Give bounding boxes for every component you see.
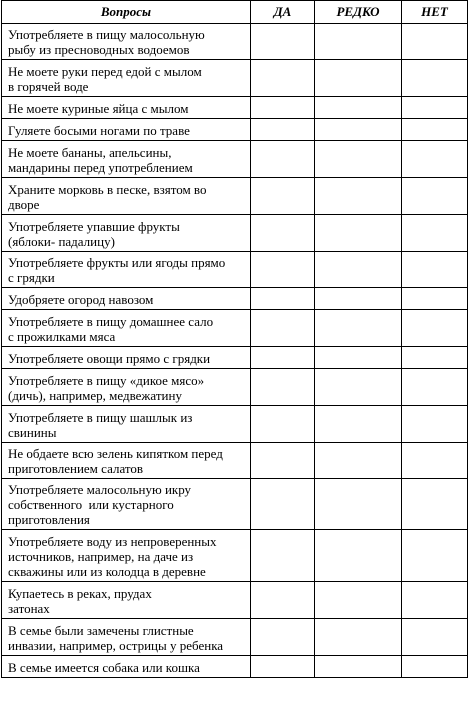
question-text-line: (дичь), например, медвежатину xyxy=(8,387,182,403)
answer-rarely-cell[interactable] xyxy=(315,406,402,443)
question-text-line: Не моете руки перед едой с мылом xyxy=(8,63,202,79)
header-yes: ДА xyxy=(251,1,315,24)
question-text-line: источников, например, на даче из xyxy=(8,548,194,564)
questionnaire-table xyxy=(1,0,468,678)
question-text-line: скважины или из колодца в деревне xyxy=(8,563,206,579)
question-cell xyxy=(2,215,251,252)
answer-yes-cell[interactable] xyxy=(251,582,315,619)
answer-rarely-cell[interactable] xyxy=(315,60,402,97)
question-text-line: Не обдаете всю зелень кипятком перед xyxy=(8,446,223,461)
table-row xyxy=(2,24,468,60)
answer-yes-cell[interactable] xyxy=(251,97,315,119)
answer-no-cell[interactable] xyxy=(402,288,468,310)
table-row xyxy=(2,406,468,443)
answer-no-cell[interactable] xyxy=(402,479,468,530)
answer-yes-cell[interactable] xyxy=(251,141,315,178)
question-text-line: рыбу из пресноводных водоемов xyxy=(8,42,190,57)
answer-rarely-cell[interactable] xyxy=(315,252,402,288)
answer-yes-cell[interactable] xyxy=(251,215,315,252)
question-text-line: Употребляете малосольную икру xyxy=(8,482,192,497)
answer-no-cell[interactable] xyxy=(402,619,468,656)
question-cell xyxy=(2,24,251,60)
table-row xyxy=(2,288,468,310)
answer-yes-cell[interactable] xyxy=(251,619,315,656)
answer-yes-cell[interactable] xyxy=(251,288,315,310)
question-text-line: Употребляете в пищу малосольную xyxy=(8,27,205,42)
answer-rarely-cell[interactable] xyxy=(315,443,402,479)
answer-no-cell[interactable] xyxy=(402,406,468,443)
question-cell xyxy=(2,582,251,619)
question-text-line: приготовлением салатов xyxy=(8,461,144,476)
header-no: НЕТ xyxy=(402,1,468,24)
answer-no-cell[interactable] xyxy=(402,582,468,619)
question-cell xyxy=(2,288,251,310)
question-text-line: мандарины перед употреблением xyxy=(8,159,193,175)
header-questions: Вопросы xyxy=(2,1,251,24)
question-cell xyxy=(2,479,251,530)
answer-no-cell[interactable] xyxy=(402,97,468,119)
answer-yes-cell[interactable] xyxy=(251,24,315,60)
answer-no-cell[interactable] xyxy=(402,347,468,369)
answer-no-cell[interactable] xyxy=(402,60,468,97)
answer-yes-cell[interactable] xyxy=(251,443,315,479)
answer-no-cell[interactable] xyxy=(402,252,468,288)
table-row xyxy=(2,656,468,678)
header-rarely: РЕДКО xyxy=(315,1,402,24)
question-cell xyxy=(2,60,251,97)
answer-rarely-cell[interactable] xyxy=(315,582,402,619)
table-row xyxy=(2,310,468,347)
question-text-line: Купаетесь в реках, прудах xyxy=(8,585,152,601)
answer-no-cell[interactable] xyxy=(402,178,468,215)
answer-no-cell[interactable] xyxy=(402,24,468,60)
question-cell xyxy=(2,530,251,582)
answer-no-cell[interactable] xyxy=(402,369,468,406)
answer-yes-cell[interactable] xyxy=(251,406,315,443)
answer-rarely-cell[interactable] xyxy=(315,530,402,582)
question-cell xyxy=(2,443,251,479)
header-row xyxy=(2,1,468,24)
question-text-line: Употребляете воду из непроверенных xyxy=(8,533,217,549)
question-text-line: Употребляете овощи прямо с грядки xyxy=(8,350,211,366)
question-cell xyxy=(2,619,251,656)
answer-no-cell[interactable] xyxy=(402,215,468,252)
question-text-line: собственного или кустарного xyxy=(8,497,174,512)
table-row xyxy=(2,178,468,215)
answer-no-cell[interactable] xyxy=(402,530,468,582)
answer-yes-cell[interactable] xyxy=(251,369,315,406)
question-cell xyxy=(2,97,251,119)
question-text-line: Не моете бананы, апельсины, xyxy=(8,144,172,160)
question-text-line: с грядки xyxy=(8,270,55,285)
answer-no-cell[interactable] xyxy=(402,310,468,347)
answer-rarely-cell[interactable] xyxy=(315,141,402,178)
question-text-line: Употребляете упавшие фрукты xyxy=(8,218,180,234)
question-cell xyxy=(2,656,251,678)
question-text-line: инвазии, например, острицы у ребенка xyxy=(8,637,224,653)
question-cell xyxy=(2,347,251,369)
question-text-line: Употребляете в пищу «дикое мясо» xyxy=(8,372,205,388)
answer-rarely-cell[interactable] xyxy=(315,479,402,530)
answer-rarely-cell[interactable] xyxy=(315,369,402,406)
question-text-line: Удобряете огород навозом xyxy=(8,291,154,307)
table-row xyxy=(2,215,468,252)
question-cell xyxy=(2,178,251,215)
question-text-line: свинины xyxy=(8,424,57,440)
question-text-line: Храните морковь в песке, взятом во xyxy=(8,181,207,197)
table-row xyxy=(2,582,468,619)
question-cell xyxy=(2,141,251,178)
question-text-line: В семье имеется собака или кошка xyxy=(8,659,200,675)
answer-yes-cell[interactable] xyxy=(251,119,315,141)
question-text-line: Употребляете фрукты или ягоды прямо xyxy=(8,255,226,270)
table-row xyxy=(2,252,468,288)
answer-rarely-cell[interactable] xyxy=(315,310,402,347)
answer-rarely-cell[interactable] xyxy=(315,119,402,141)
question-text-line: в горячей воде xyxy=(8,78,89,94)
table-row xyxy=(2,119,468,141)
question-text-line: Не моете куриные яйца с мылом xyxy=(8,100,189,116)
table-row xyxy=(2,619,468,656)
table-row xyxy=(2,97,468,119)
question-cell xyxy=(2,119,251,141)
answer-rarely-cell[interactable] xyxy=(315,178,402,215)
answer-yes-cell[interactable] xyxy=(251,656,315,678)
table-row xyxy=(2,530,468,582)
answer-yes-cell[interactable] xyxy=(251,310,315,347)
answer-rarely-cell[interactable] xyxy=(315,347,402,369)
table-row xyxy=(2,479,468,530)
answer-yes-cell[interactable] xyxy=(251,530,315,582)
answer-yes-cell[interactable] xyxy=(251,479,315,530)
question-text-line: Употребляете в пищу домашнее сало xyxy=(8,313,214,329)
answer-no-cell[interactable] xyxy=(402,656,468,678)
answer-yes-cell[interactable] xyxy=(251,178,315,215)
question-text-line: Гуляете босыми ногами по траве xyxy=(8,122,190,138)
answer-no-cell[interactable] xyxy=(402,141,468,178)
question-text-line: (яблоки- падалицу) xyxy=(8,233,115,249)
question-text-line: дворе xyxy=(8,196,40,212)
table-row xyxy=(2,141,468,178)
answer-rarely-cell[interactable] xyxy=(315,24,402,60)
answer-rarely-cell[interactable] xyxy=(315,656,402,678)
answer-rarely-cell[interactable] xyxy=(315,215,402,252)
answer-yes-cell[interactable] xyxy=(251,347,315,369)
question-text-line: В семье были замечены глистные xyxy=(8,622,194,638)
answer-no-cell[interactable] xyxy=(402,443,468,479)
answer-yes-cell[interactable] xyxy=(251,252,315,288)
answer-no-cell[interactable] xyxy=(402,119,468,141)
question-cell xyxy=(2,369,251,406)
answer-rarely-cell[interactable] xyxy=(315,288,402,310)
question-text-line: приготовления xyxy=(8,512,90,527)
question-cell xyxy=(2,310,251,347)
answer-rarely-cell[interactable] xyxy=(315,97,402,119)
table-row xyxy=(2,347,468,369)
table-row xyxy=(2,443,468,479)
answer-rarely-cell[interactable] xyxy=(315,619,402,656)
question-cell xyxy=(2,406,251,443)
question-cell xyxy=(2,252,251,288)
table-row xyxy=(2,60,468,97)
question-text-line: Употребляете в пищу шашлык из xyxy=(8,409,193,425)
table-row xyxy=(2,369,468,406)
answer-yes-cell[interactable] xyxy=(251,60,315,97)
question-text-line: с прожилками мяса xyxy=(8,328,116,344)
question-text-line: затонах xyxy=(8,600,50,616)
